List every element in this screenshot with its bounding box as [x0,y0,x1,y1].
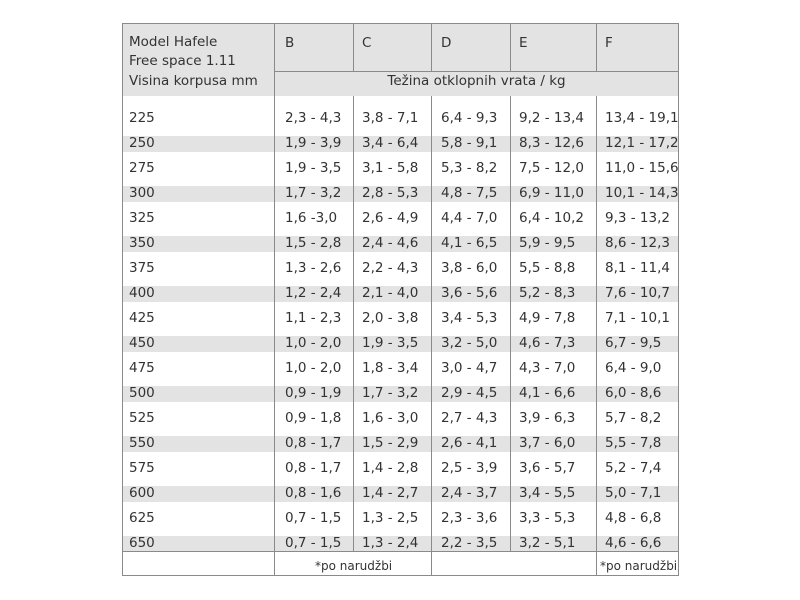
weight-range-cell: 1,4 - 2,7 [362,485,419,501]
weight-range-cell: 1,0 - 2,0 [285,335,342,351]
weight-range-cell: 3,4 - 5,5 [519,485,576,501]
column-divider [353,24,354,71]
weight-range-cell: 9,3 - 13,2 [605,210,670,226]
weight-range-cell: 5,2 - 7,4 [605,460,662,476]
row-height-value: 325 [129,210,155,226]
weight-range-cell: 8,1 - 11,4 [605,260,670,276]
row-height-value: 225 [129,110,155,126]
weight-range-cell: 3,6 - 5,6 [441,285,498,301]
weight-range-cell: 3,6 - 5,7 [519,460,576,476]
weight-range-cell: 2,9 - 4,5 [441,385,498,401]
footer-divider [123,551,678,552]
weight-range-cell: 5,7 - 8,2 [605,410,662,426]
weight-range-cell: 5,8 - 9,1 [441,135,498,151]
column-divider [431,24,432,71]
weight-range-cell: 6,4 - 9,3 [441,110,498,126]
weight-range-cell: 6,0 - 8,6 [605,385,662,401]
weight-range-cell: 0,9 - 1,9 [285,385,342,401]
weight-range-cell: 1,2 - 2,4 [285,285,342,301]
weight-range-cell: 1,3 - 2,5 [362,510,419,526]
column-divider [596,24,597,71]
row-height-value: 275 [129,160,155,176]
weight-range-cell: 3,0 - 4,7 [441,360,498,376]
weight-range-cell: 0,9 - 1,8 [285,410,342,426]
row-height-value: 350 [129,235,155,251]
model-version: Free space 1.11 [129,53,236,69]
order-note-b-c: *po narudžbi [315,559,393,573]
weight-table [122,23,679,576]
weight-range-cell: 5,2 - 8,3 [519,285,576,301]
weight-range-cell: 3,1 - 5,8 [362,160,419,176]
weight-range-cell: 7,1 - 10,1 [605,310,670,326]
weight-range-cell: 3,3 - 5,3 [519,510,576,526]
column-divider [274,24,275,576]
row-height-value: 475 [129,360,155,376]
weight-range-cell: 5,0 - 7,1 [605,485,662,501]
column-header-b: B [285,35,295,51]
weight-range-cell: 13,4 - 19,1 [605,110,679,126]
column-divider [353,96,354,551]
weight-range-cell: 0,8 - 1,7 [285,435,342,451]
weight-range-cell: 0,7 - 1,5 [285,510,342,526]
column-divider [510,24,511,71]
weight-range-cell: 1,7 - 3,2 [285,185,342,201]
weight-range-cell: 2,6 - 4,1 [441,435,498,451]
weight-range-cell: 4,8 - 7,5 [441,185,498,201]
header-divider [274,71,678,72]
row-height-value: 375 [129,260,155,276]
column-divider [510,96,511,551]
weight-range-cell: 4,1 - 6,5 [441,235,498,251]
weight-range-cell: 7,5 - 12,0 [519,160,584,176]
row-height-value: 300 [129,185,155,201]
weight-range-cell: 10,1 - 14,3 [605,185,679,201]
weight-range-cell: 2,0 - 3,8 [362,310,419,326]
row-height-value: 600 [129,485,155,501]
weight-range-cell: 1,3 - 2,6 [285,260,342,276]
weight-range-cell: 1,6 - 3,0 [362,410,419,426]
weight-range-cell: 4,4 - 7,0 [441,210,498,226]
row-height-value: 575 [129,460,155,476]
order-note-f: *po narudžbi [600,559,678,573]
weight-range-cell: 5,9 - 9,5 [519,235,576,251]
row-height-value: 525 [129,410,155,426]
weight-range-cell: 2,7 - 4,3 [441,410,498,426]
weight-range-cell: 1,9 - 3,5 [285,160,342,176]
weight-range-cell: 3,4 - 6,4 [362,135,419,151]
weight-range-cell: 1,9 - 3,9 [285,135,342,151]
model-name: Model Hafele [129,34,218,50]
weight-range-cell: 8,6 - 12,3 [605,235,670,251]
weight-range-cell: 1,9 - 3,5 [362,335,419,351]
row-height-value: 550 [129,435,155,451]
weight-range-cell: 1,7 - 3,2 [362,385,419,401]
weight-range-cell: 2,4 - 4,6 [362,235,419,251]
row-height-value: 625 [129,510,155,526]
weight-range-cell: 0,7 - 1,5 [285,535,342,551]
weight-range-cell: 6,9 - 11,0 [519,185,584,201]
weight-range-cell: 1,8 - 3,4 [362,360,419,376]
weight-range-cell: 2,4 - 3,7 [441,485,498,501]
weight-range-cell: 3,2 - 5,0 [441,335,498,351]
weight-range-cell: 2,3 - 3,6 [441,510,498,526]
weight-range-cell: 0,8 - 1,7 [285,460,342,476]
weight-range-cell: 3,9 - 6,3 [519,410,576,426]
weight-range-cell: 5,5 - 7,8 [605,435,662,451]
weight-range-cell: 4,9 - 7,8 [519,310,576,326]
weight-range-cell: 3,4 - 5,3 [441,310,498,326]
row-height-value: 400 [129,285,155,301]
weight-range-cell: 3,2 - 5,1 [519,535,576,551]
weight-range-cell: 11,0 - 15,6 [605,160,679,176]
row-height-value: 450 [129,335,155,351]
weight-range-cell: 5,5 - 8,8 [519,260,576,276]
weight-group-label: Težina otklopnih vrata / kg [387,73,566,89]
column-divider [596,96,597,576]
weight-range-cell: 6,7 - 9,5 [605,335,662,351]
weight-range-cell: 2,6 - 4,9 [362,210,419,226]
column-header-c: C [362,35,372,51]
height-column-label: Visina korpusa mm [129,73,258,89]
column-header-d: D [441,35,452,51]
weight-range-cell: 9,2 - 13,4 [519,110,584,126]
weight-range-cell: 7,6 - 10,7 [605,285,670,301]
weight-range-cell: 4,8 - 6,8 [605,510,662,526]
weight-range-cell: 1,4 - 2,8 [362,460,419,476]
weight-range-cell: 2,3 - 4,3 [285,110,342,126]
weight-range-cell: 1,3 - 2,4 [362,535,419,551]
column-header-e: E [519,35,528,51]
weight-range-cell: 2,2 - 3,5 [441,535,498,551]
row-height-value: 425 [129,310,155,326]
weight-range-cell: 4,1 - 6,6 [519,385,576,401]
weight-range-cell: 5,3 - 8,2 [441,160,498,176]
weight-range-cell: 12,1 - 17,2 [605,135,679,151]
weight-range-cell: 0,8 - 1,6 [285,485,342,501]
weight-range-cell: 3,8 - 7,1 [362,110,419,126]
weight-range-cell: 1,0 - 2,0 [285,360,342,376]
column-header-f: F [605,35,613,51]
weight-range-cell: 1,5 - 2,9 [362,435,419,451]
weight-range-cell: 4,6 - 6,6 [605,535,662,551]
weight-range-cell: 2,2 - 4,3 [362,260,419,276]
row-height-value: 500 [129,385,155,401]
column-divider [431,96,432,576]
weight-range-cell: 2,1 - 4,0 [362,285,419,301]
weight-range-cell: 3,8 - 6,0 [441,260,498,276]
weight-range-cell: 1,5 - 2,8 [285,235,342,251]
weight-range-cell: 4,6 - 7,3 [519,335,576,351]
weight-range-cell: 1,1 - 2,3 [285,310,342,326]
weight-range-cell: 6,4 - 10,2 [519,210,584,226]
weight-range-cell: 2,5 - 3,9 [441,460,498,476]
weight-range-cell: 8,3 - 12,6 [519,135,584,151]
weight-range-cell: 1,6 -3,0 [285,210,338,226]
weight-range-cell: 4,3 - 7,0 [519,360,576,376]
row-height-value: 650 [129,535,155,551]
weight-range-cell: 6,4 - 9,0 [605,360,662,376]
weight-range-cell: 3,7 - 6,0 [519,435,576,451]
row-height-value: 250 [129,135,155,151]
weight-range-cell: 2,8 - 5,3 [362,185,419,201]
